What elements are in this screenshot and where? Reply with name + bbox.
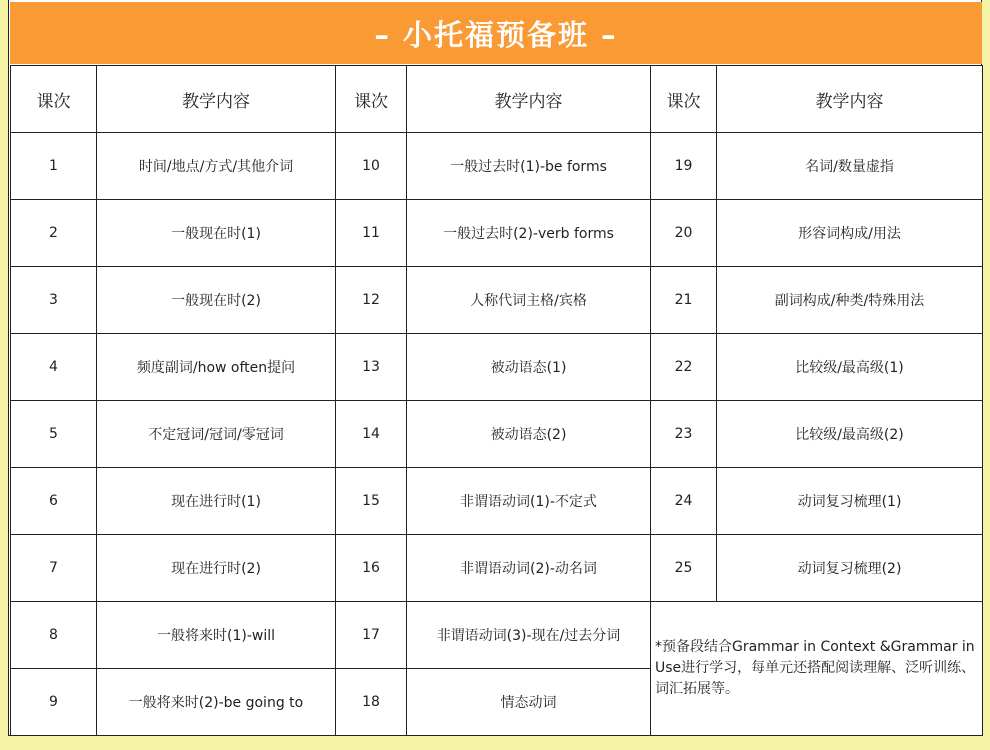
lesson-number: 8 [11, 602, 97, 669]
lesson-content: 现在进行时(1) [97, 468, 336, 535]
table-row [11, 267, 983, 334]
lesson-number: 5 [11, 401, 97, 468]
lesson-content: 动词复习梳理(2) [717, 535, 983, 602]
lesson-content: 比较级/最高级(2) [717, 401, 983, 468]
lesson-number: 15 [336, 468, 407, 535]
lesson-number: 14 [336, 401, 407, 468]
course-schedule-table [10, 65, 983, 736]
lesson-number: 10 [336, 133, 407, 200]
lesson-content: 动词复习梳理(1) [717, 468, 983, 535]
lesson-number: 23 [651, 401, 717, 468]
lesson-content: 一般将来时(1)-will [97, 602, 336, 669]
header-lesson-2: 课次 [336, 66, 407, 133]
header-content-2: 教学内容 [407, 66, 651, 133]
lesson-number: 3 [11, 267, 97, 334]
lesson-number: 7 [11, 535, 97, 602]
lesson-number: 24 [651, 468, 717, 535]
lesson-content: 名词/数量虚指 [717, 133, 983, 200]
lesson-number: 13 [336, 334, 407, 401]
lesson-content: 时间/地点/方式/其他介词 [97, 133, 336, 200]
lesson-number: 16 [336, 535, 407, 602]
lesson-content: 情态动词 [407, 669, 651, 736]
course-note: *预备段结合Grammar in Context &Grammar in Use进行学习，每单元还搭配阅读理解、泛听训练、词汇拓展等。 [651, 602, 983, 736]
table-row [11, 200, 983, 267]
table-row [11, 401, 983, 468]
lesson-number: 25 [651, 535, 717, 602]
lesson-content: 比较级/最高级(1) [717, 334, 983, 401]
lesson-content: 一般现在时(1) [97, 200, 336, 267]
lesson-number: 4 [11, 334, 97, 401]
lesson-number: 21 [651, 267, 717, 334]
lesson-number: 20 [651, 200, 717, 267]
lesson-content: 被动语态(2) [407, 401, 651, 468]
lesson-content: 非谓语动词(3)-现在/过去分词 [407, 602, 651, 669]
header-content-1: 教学内容 [97, 66, 336, 133]
title-bar [10, 2, 982, 64]
lesson-number: 12 [336, 267, 407, 334]
lesson-number: 19 [651, 133, 717, 200]
lesson-content: 一般过去时(2)-verb forms [407, 200, 651, 267]
table-row [11, 602, 983, 669]
lesson-content: 现在进行时(2) [97, 535, 336, 602]
lesson-content: 人称代词主格/宾格 [407, 267, 651, 334]
lesson-content: 一般过去时(1)-be forms [407, 133, 651, 200]
lesson-content: 形容词构成/用法 [717, 200, 983, 267]
lesson-content: 一般将来时(2)-be going to [97, 669, 336, 736]
page-title: – 小托福预备班 – [374, 17, 618, 52]
lesson-content: 频度副词/how often提问 [97, 334, 336, 401]
lesson-number: 1 [11, 133, 97, 200]
table-row [11, 535, 983, 602]
lesson-content: 一般现在时(2) [97, 267, 336, 334]
lesson-number: 9 [11, 669, 97, 736]
lesson-content: 非谓语动词(1)-不定式 [407, 468, 651, 535]
lesson-content: 不定冠词/冠词/零冠词 [97, 401, 336, 468]
header-content-3: 教学内容 [717, 66, 983, 133]
table-row [11, 334, 983, 401]
lesson-number: 18 [336, 669, 407, 736]
lesson-content: 副词构成/种类/特殊用法 [717, 267, 983, 334]
lesson-number: 6 [11, 468, 97, 535]
lesson-number: 11 [336, 200, 407, 267]
table-row [11, 133, 983, 200]
lesson-number: 2 [11, 200, 97, 267]
lesson-content: 被动语态(1) [407, 334, 651, 401]
lesson-number: 22 [651, 334, 717, 401]
lesson-number: 17 [336, 602, 407, 669]
header-row [11, 66, 983, 133]
table-row [11, 468, 983, 535]
lesson-content: 非谓语动词(2)-动名词 [407, 535, 651, 602]
header-lesson-1: 课次 [11, 66, 97, 133]
header-lesson-3: 课次 [651, 66, 717, 133]
